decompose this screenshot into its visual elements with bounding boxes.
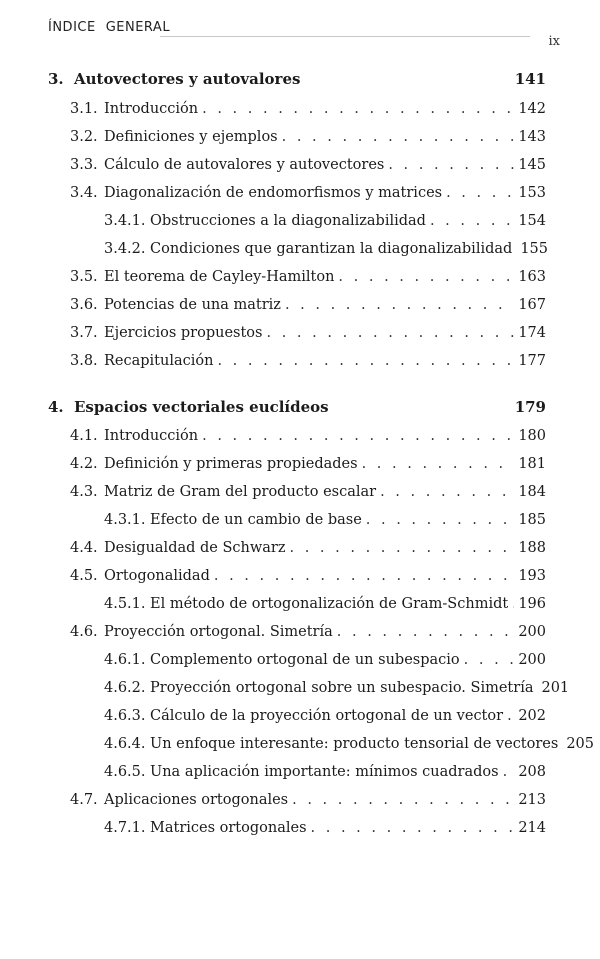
toc-number: 4.1. — [70, 428, 98, 444]
toc-title: Potencias de una matriz — [104, 297, 281, 313]
toc-title: Diagonalización de endomorfismos y matrices — [104, 185, 443, 201]
toc-title: El método de ortogonalización de Gram-Schmidt — [150, 596, 509, 612]
toc-page: 200 — [518, 624, 546, 640]
toc-title: Cálculo de la proyección ortogonal de un vector — [150, 708, 504, 724]
toc-page: 184 — [518, 484, 546, 500]
leader-dots — [217, 353, 514, 369]
toc-section-3-6[interactable] — [70, 297, 546, 313]
toc-page: 163 — [518, 269, 546, 285]
toc-number: 3.2. — [70, 129, 98, 145]
toc-section-4-4[interactable] — [70, 540, 546, 556]
leader-dots — [338, 269, 514, 285]
toc-number: 4.4. — [70, 540, 98, 556]
toc-section-3-3[interactable] — [70, 157, 546, 173]
toc-section-3-7[interactable] — [70, 325, 546, 341]
running-head-word-2: GENERAL — [105, 20, 171, 35]
toc-page: 141 — [514, 70, 546, 88]
toc-title: Efecto de un cambio de base — [150, 512, 362, 528]
toc-number: 4.5.1. — [104, 596, 146, 612]
toc-subsection-4-6-4[interactable] — [104, 736, 595, 752]
toc-number: 3.8. — [70, 353, 98, 369]
toc-subsection-4-6-5[interactable] — [104, 764, 546, 780]
toc-page: 143 — [518, 129, 546, 145]
toc-chapter-4[interactable] — [48, 398, 546, 416]
leader-dots — [266, 325, 514, 341]
toc-number: 4.7. — [70, 792, 98, 808]
toc-title: Definiciones y ejemplos — [104, 129, 278, 145]
toc-number: 3.1. — [70, 101, 98, 117]
toc-section-3-1[interactable] — [70, 101, 546, 117]
toc-number: 3.7. — [70, 325, 98, 341]
toc-section-3-5[interactable] — [70, 269, 546, 285]
toc-section-4-3[interactable] — [70, 484, 546, 500]
toc-title: Espacios vectoriales euclídeos — [74, 398, 329, 416]
toc-section-4-6[interactable] — [70, 624, 546, 640]
leader-dots — [430, 213, 514, 229]
toc-page: 167 — [518, 297, 546, 313]
toc-subsection-4-6-3[interactable] — [104, 708, 546, 724]
toc-number: 3.5. — [70, 269, 98, 285]
toc-title: Aplicaciones ortogonales — [104, 792, 289, 808]
toc-number: 3. — [48, 70, 64, 88]
toc-title: Un enfoque interesante: producto tensorial de vectores — [150, 736, 559, 752]
toc-title: Introducción — [104, 101, 199, 117]
toc-title: Recapitulación — [104, 353, 214, 369]
toc-page: 153 — [518, 185, 546, 201]
leader-dots — [503, 764, 515, 780]
toc-number: 3.4. — [70, 185, 98, 201]
toc-title: Definición y primeras propiedades — [104, 456, 358, 472]
toc-number: 4.5. — [70, 568, 98, 584]
toc-section-4-7[interactable] — [70, 792, 546, 808]
toc-page: 185 — [518, 512, 546, 528]
leader-dots — [507, 708, 514, 724]
toc-subsection-4-3-1[interactable] — [104, 512, 546, 528]
toc-number: 4.6.1. — [104, 652, 146, 668]
header-rule — [160, 36, 530, 37]
toc-page: 201 — [541, 680, 570, 696]
leader-dots — [214, 568, 514, 584]
toc-section-4-2[interactable] — [70, 456, 546, 472]
toc-page: 155 — [520, 241, 548, 257]
toc-number: 4.6. — [70, 624, 98, 640]
toc-title: Complemento ortogonal de un subespacio — [150, 652, 460, 668]
toc-title: El teorema de Cayley-Hamilton — [104, 269, 335, 285]
toc-number: 4.6.3. — [104, 708, 146, 724]
toc-title: Obstrucciones a la diagonalizabilidad — [150, 213, 426, 229]
toc-number: 4.6.2. — [104, 680, 146, 696]
toc-title: Condiciones que garantizan la diagonalizabilidad — [150, 241, 513, 257]
toc-chapter-3[interactable] — [48, 70, 546, 88]
toc-page: 214 — [518, 820, 546, 836]
toc-page: 188 — [518, 540, 546, 556]
leader-dots — [446, 185, 514, 201]
leader-dots — [380, 484, 514, 500]
toc-subsection-4-6-2[interactable] — [104, 680, 570, 696]
toc-title: Ortogonalidad — [104, 568, 210, 584]
toc-page: 193 — [518, 568, 546, 584]
toc-page: 142 — [518, 101, 546, 117]
toc-page: 180 — [518, 428, 546, 444]
toc-page: 179 — [514, 398, 546, 416]
toc-page: 213 — [518, 792, 546, 808]
leader-dots — [464, 652, 515, 668]
toc-page: 181 — [518, 456, 546, 472]
toc-title: Ejercicios propuestos — [104, 325, 263, 341]
leader-dots — [311, 820, 515, 836]
toc-section-4-1[interactable] — [70, 428, 546, 444]
page-number: ix — [548, 34, 560, 49]
toc-title: Cálculo de autovalores y autovectores — [104, 157, 385, 173]
toc-number: 3.4.1. — [104, 213, 146, 229]
toc-number: 4. — [48, 398, 64, 416]
toc-title: Desigualdad de Schwarz — [104, 540, 286, 556]
toc-page: 202 — [518, 708, 546, 724]
toc-subsection-4-7-1[interactable] — [104, 820, 546, 836]
running-head — [48, 20, 170, 35]
toc-number: 4.7.1. — [104, 820, 146, 836]
toc-section-4-5[interactable] — [70, 568, 546, 584]
toc-title: Proyección ortogonal. Simetría — [104, 624, 333, 640]
toc-page: 177 — [518, 353, 546, 369]
leader-dots — [512, 596, 514, 612]
leader-dots — [282, 129, 515, 145]
toc-number: 4.3. — [70, 484, 98, 500]
leader-dots — [366, 512, 515, 528]
toc-number: 3.3. — [70, 157, 98, 173]
toc-title: Matrices ortogonales — [150, 820, 307, 836]
leader-dots — [285, 297, 514, 313]
leader-dots — [292, 792, 514, 808]
toc-title: Autovectores y autovalores — [74, 70, 301, 88]
toc-subsection-4-5-1[interactable] — [104, 596, 546, 612]
leader-dots — [337, 624, 515, 640]
toc-page: 196 — [518, 596, 546, 612]
toc-number: 3.6. — [70, 297, 98, 313]
toc-subsection-3-4-2[interactable] — [104, 241, 546, 257]
leader-dots — [388, 157, 514, 173]
toc-page: 154 — [518, 213, 546, 229]
toc-subsection-3-4-1[interactable] — [104, 213, 546, 229]
toc-section-3-2[interactable] — [70, 129, 546, 145]
toc-section-3-4[interactable] — [70, 185, 546, 201]
toc-title: Una aplicación importante: mínimos cuadrados — [150, 764, 499, 780]
toc-number: 3.4.2. — [104, 241, 146, 257]
running-head-word-1: ÍNDICE — [48, 20, 96, 35]
toc-number: 4.6.4. — [104, 736, 146, 752]
toc-number: 4.2. — [70, 456, 98, 472]
leader-dots — [202, 428, 514, 444]
toc-page: 174 — [518, 325, 546, 341]
toc-page: 200 — [518, 652, 546, 668]
toc-number: 4.6.5. — [104, 764, 146, 780]
toc-page: 205 — [566, 736, 595, 752]
toc-page: 145 — [518, 157, 546, 173]
leader-dots — [202, 101, 514, 117]
toc-title: Matriz de Gram del producto escalar — [104, 484, 377, 500]
toc-number: 4.3.1. — [104, 512, 146, 528]
leader-dots — [290, 540, 515, 556]
toc-page: 208 — [518, 764, 546, 780]
toc-subsection-4-6-1[interactable] — [104, 652, 546, 668]
leader-dots — [362, 456, 515, 472]
toc-title: Proyección ortogonal sobre un subespacio. Simetría — [150, 680, 534, 696]
toc-title: Introducción — [104, 428, 199, 444]
toc-section-3-8[interactable] — [70, 353, 546, 369]
